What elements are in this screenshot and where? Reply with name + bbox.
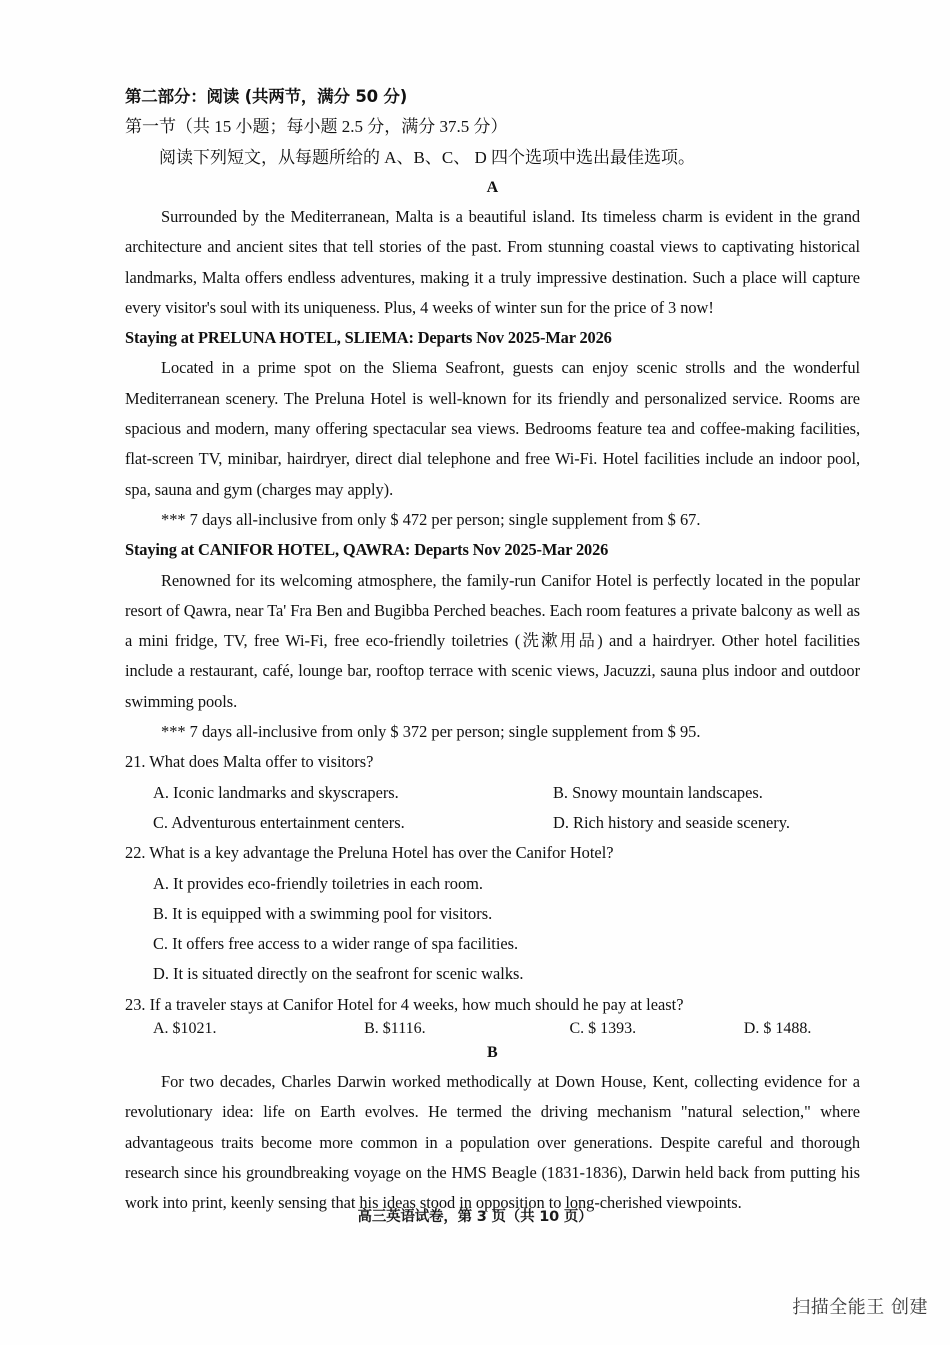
scanner-watermark: 扫描全能王 创建 [792, 1297, 928, 1318]
question-21-option-d[interactable]: D. Rich history and seaside scenery. [553, 812, 790, 832]
hotel-price-canifor: *** 7 days all-inclusive from only $ 372 per person; single supplement from $ 95. [161, 722, 701, 742]
passage-b-intro: For two decades, Charles Darwin worked methodically at Down House, Kent, collecting evidence for a revolutionary idea: life on Earth evolves. He termed the driving mechanism "natural selection," where advantageous traits become more common in a population over generations. Despite careful and thorough research since his groundbreaking voyage on the HMS Beagle (1831-1836), Darwin held back from putting his work into print, keenly sensing that his ideas stood in opposition to long-cherished viewpoints. [125, 1072, 860, 1213]
question-21-stem: 21. What does Malta offer to visitors? [125, 752, 374, 772]
section-instruction: 阅读下列短文，从每题所给的 A、B、C、 D 四个选项中选出最佳选项。 [159, 148, 695, 167]
question-22-option-a[interactable]: A. It provides eco-friendly toiletries in each room. [153, 873, 483, 893]
question-21-options-row-1 [125, 778, 860, 808]
page-footer: 高三英语试卷，第 3 页（共 10 页） [357, 1209, 593, 1225]
question-23-stem: 23. If a traveler stays at Canifor Hotel for 4 weeks, how much should he pay at least? [125, 994, 684, 1014]
page-content [125, 82, 860, 1219]
question-22-option-b[interactable]: B. It is equipped with a swimming pool for visitors. [153, 903, 493, 923]
question-23-options-row [125, 1020, 860, 1038]
question-23-option-c[interactable]: C. $ 1393. [569, 1020, 637, 1038]
part-heading: 第二部分：阅读 (共两节，满分 50 分) [125, 87, 408, 106]
section-heading: 第一节（共 15 小题；每小题 2.5 分，满分 37.5 分） [125, 117, 508, 136]
question-23-option-d[interactable]: D. $ 1488. [743, 1020, 812, 1038]
question-21-option-b[interactable]: B. Snowy mountain landscapes. [553, 782, 763, 802]
hotel-body-preluna: Located in a prime spot on the Sliema Seafront, guests can enjoy scenic strolls and the wonderful Mediterranean scenery. The Preluna Hotel is well-known for its friendly and personalized service. Rooms are spacious and modern, many offering spectacular sea views. Bedrooms feature tea and coffee-making facilities, flat-screen TV, minibar, hairdryer, direct dial telephone and free Wi-Fi. Hotel facilities include an indoor pool, spa, sauna and gym (charges may apply). [125, 358, 860, 499]
question-21-option-c[interactable]: C. Adventurous entertainment centers. [153, 812, 405, 832]
passage-label-a: A [486, 179, 499, 196]
hotel-body-canifor: Renowned for its welcoming atmosphere, the family-run Canifor Hotel is perfectly located in the popular resort of Qawra, near Ta' Fra Ben and Bugibba Perched beaches. Each room features a private balcony as well as a mini fridge, TV, free Wi-Fi, free eco-friendly toiletries (洗漱用品) and a hairdryer. Other hotel facilities include a restaurant, café, lounge bar, rooftop terrace with scenic views, Jacuzzi, sauna plus indoor and outdoor swimming pools. [125, 570, 860, 711]
question-21-options-row-2 [125, 808, 860, 838]
question-22-stem: 22. What is a key advantage the Preluna Hotel has over the Canifor Hotel? [125, 843, 614, 863]
passage-label-b: B [487, 1044, 498, 1062]
question-21-option-a[interactable]: A. Iconic landmarks and skyscrapers. [153, 782, 399, 802]
hotel-price-preluna: *** 7 days all-inclusive from only $ 472 per person; single supplement from $ 67. [161, 509, 701, 529]
question-23-option-a[interactable]: A. $1021. [153, 1020, 217, 1038]
question-22-option-d[interactable]: D. It is situated directly on the seafront for scenic walks. [153, 964, 524, 984]
hotel-heading-canifor: Staying at CANIFOR HOTEL, QAWRA: Departs Nov 2025-Mar 2026 [125, 540, 609, 560]
hotel-heading-preluna: Staying at PRELUNA HOTEL, SLIEMA: Departs Nov 2025-Mar 2026 [125, 328, 612, 348]
question-23-option-b[interactable]: B. $1116. [364, 1020, 426, 1038]
passage-a-intro: Surrounded by the Mediterranean, Malta is a beautiful island. Its timeless charm is evident in the grand architecture and ancient sites that tell stories of the past. From stunning coastal views to captivating historical landmarks, Malta offers endless adventures, making it a truly impressive destination. Such a place will capture every visitor's soul with its uniqueness. Plus, 4 weeks of winter sun for the price of 3 now! [125, 207, 860, 317]
question-22-option-c[interactable]: C. It offers free access to a wider range of spa facilities. [153, 934, 519, 954]
